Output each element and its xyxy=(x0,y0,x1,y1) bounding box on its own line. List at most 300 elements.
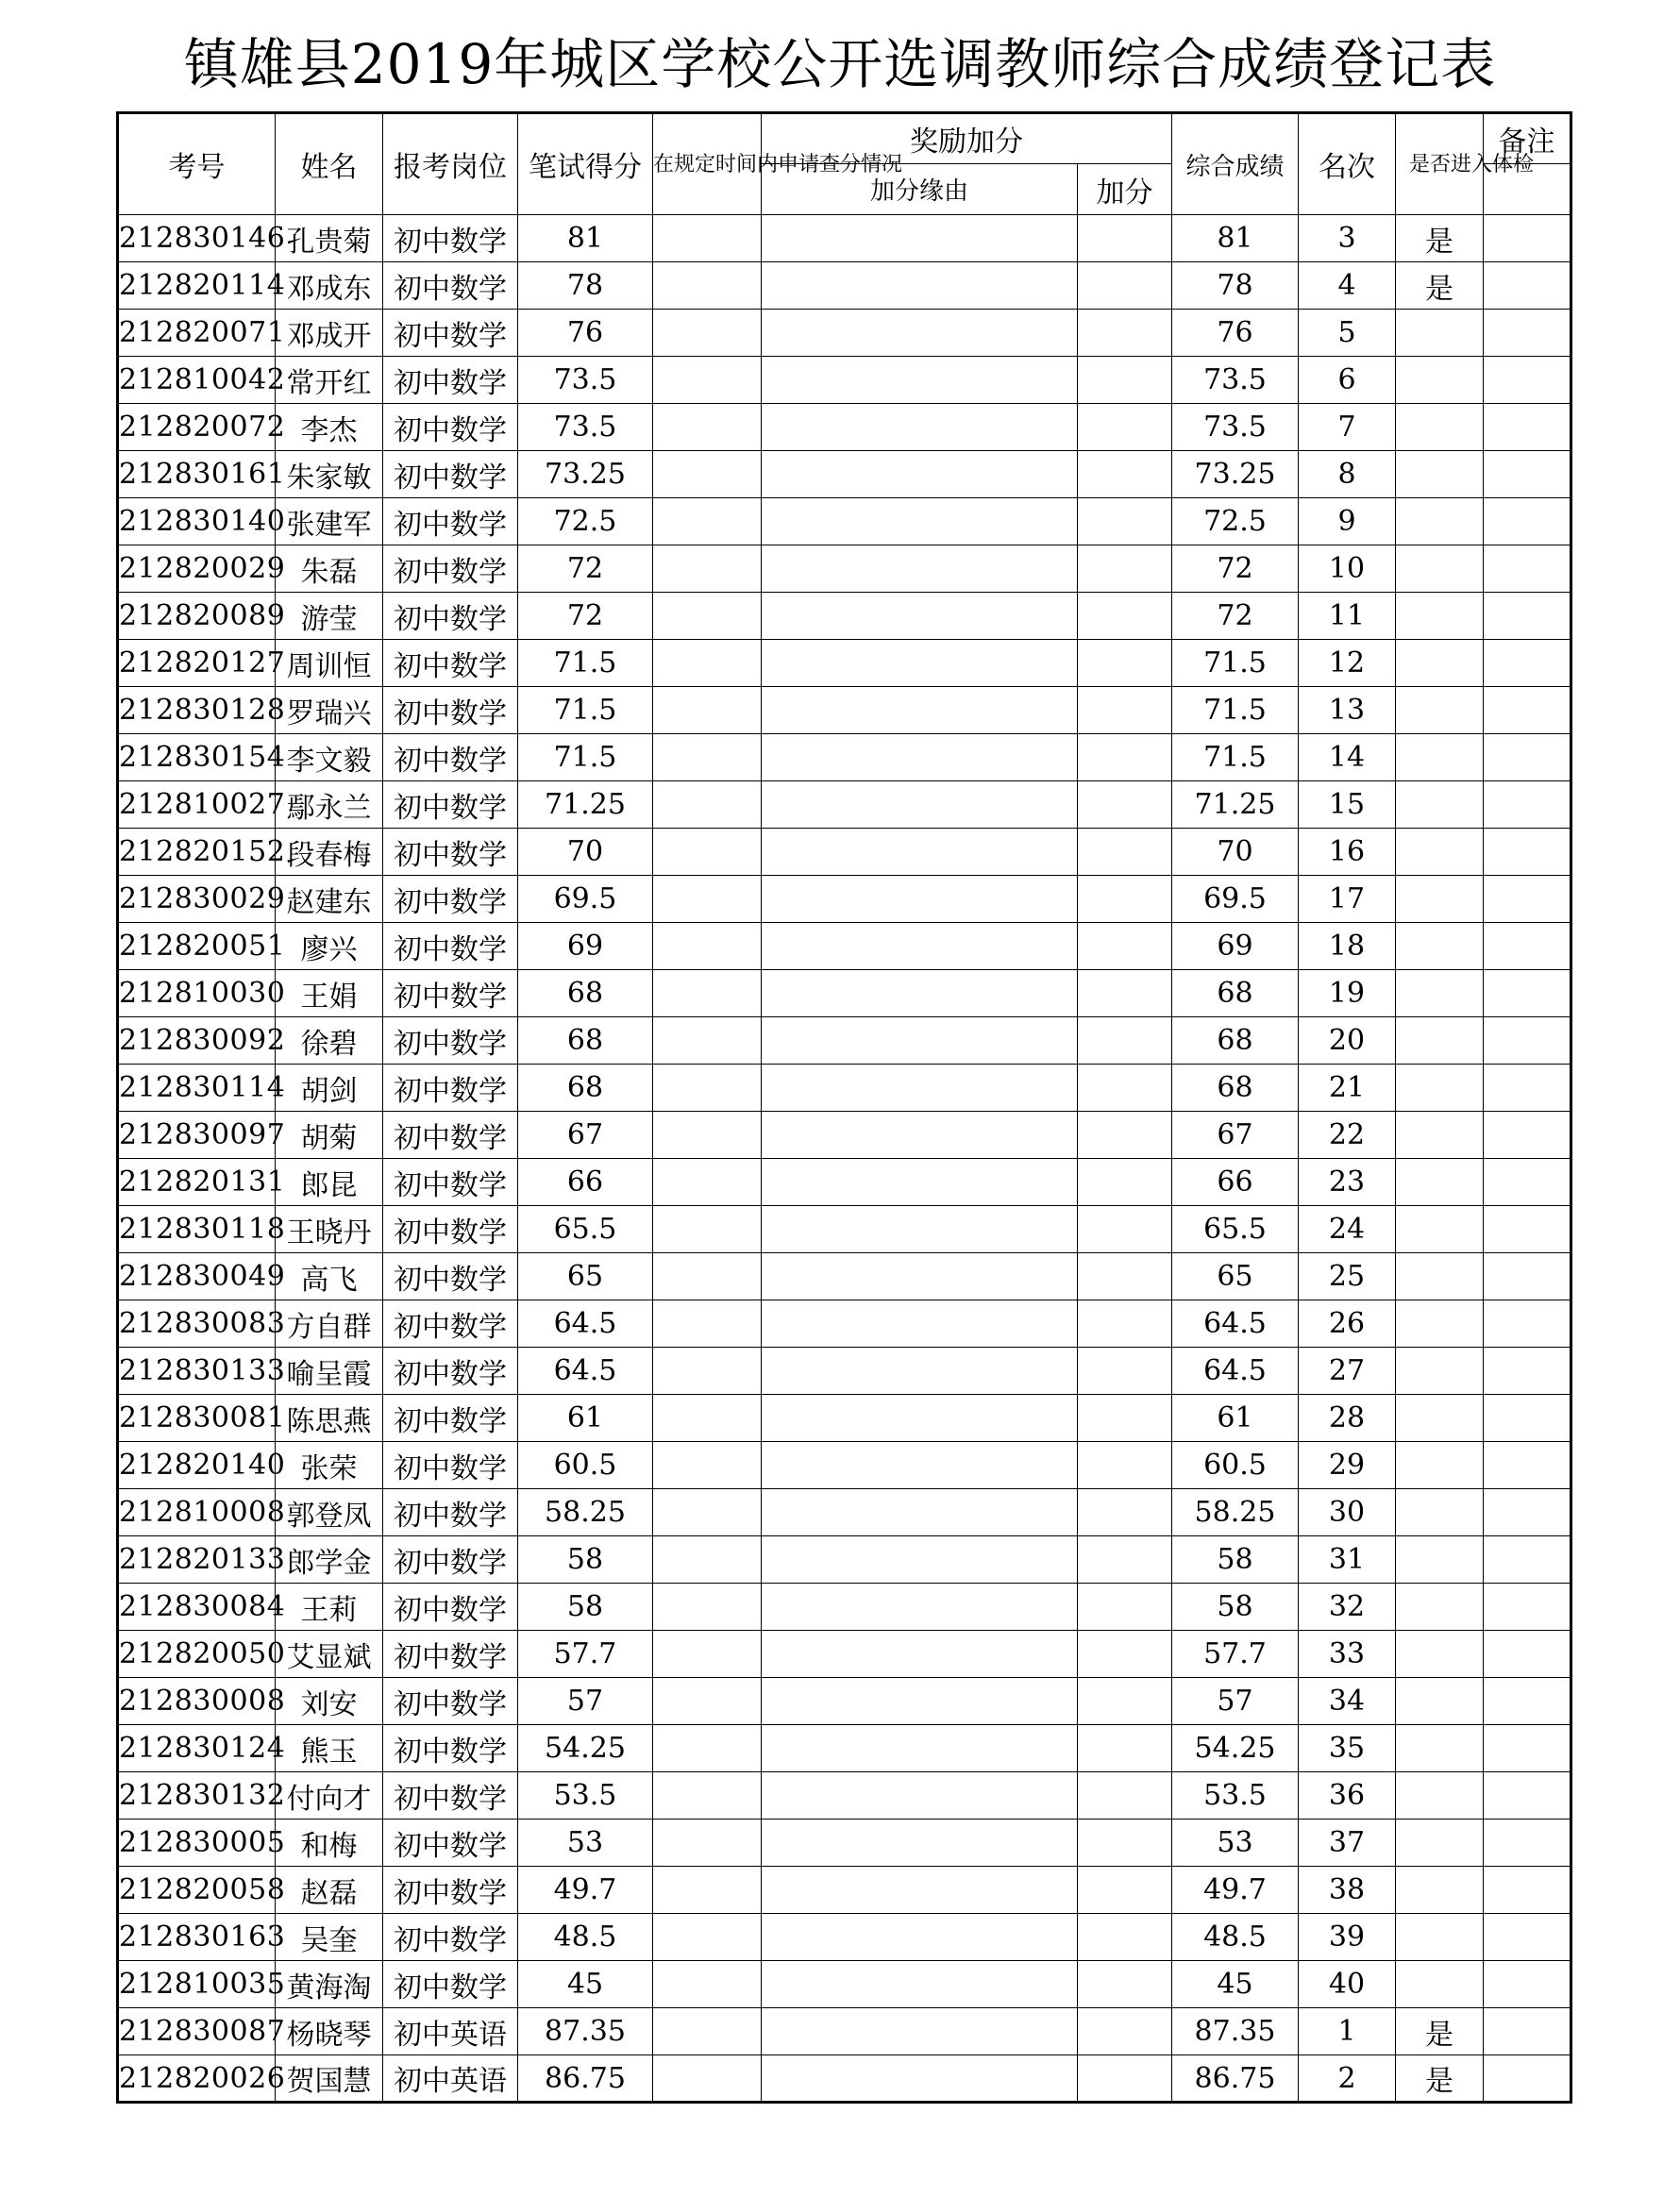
bonus-points-cell xyxy=(1078,357,1172,404)
remark-cell xyxy=(1484,1961,1571,2008)
position-cell: 初中数学 xyxy=(383,498,518,545)
bonus-points-cell xyxy=(1078,498,1172,545)
remark-cell xyxy=(1484,1112,1571,1159)
total-score-cell: 72 xyxy=(1172,593,1299,640)
bonus-points-cell xyxy=(1078,310,1172,357)
position-cell: 初中数学 xyxy=(383,215,518,262)
physical-exam-cell xyxy=(1396,687,1484,734)
table-row xyxy=(118,545,1571,593)
table-row xyxy=(118,1867,1571,1914)
exam-no-cell: 212830124 xyxy=(118,1725,276,1772)
physical-exam-cell xyxy=(1396,498,1484,545)
remark-cell xyxy=(1484,1348,1571,1395)
remark-cell xyxy=(1484,1584,1571,1631)
name-cell: 胡剑 xyxy=(276,1065,383,1112)
position-cell: 初中数学 xyxy=(383,876,518,923)
bonus-reason-cell xyxy=(762,687,1078,734)
rank-cell: 36 xyxy=(1299,1772,1396,1820)
rank-cell: 29 xyxy=(1299,1442,1396,1489)
table-row xyxy=(118,1348,1571,1395)
review-cell xyxy=(653,498,762,545)
table-row xyxy=(118,1442,1571,1489)
table-row xyxy=(118,593,1571,640)
rank-cell: 33 xyxy=(1299,1631,1396,1678)
physical-exam-cell xyxy=(1396,1300,1484,1348)
name-cell: 李文毅 xyxy=(276,734,383,781)
position-cell: 初中数学 xyxy=(383,781,518,829)
name-cell: 罗瑞兴 xyxy=(276,687,383,734)
physical-exam-cell xyxy=(1396,1867,1484,1914)
exam-no-cell: 212810008 xyxy=(118,1489,276,1536)
table-row xyxy=(118,1914,1571,1961)
header-bonus-reason: 加分缘由 xyxy=(762,164,1078,215)
bonus-reason-cell xyxy=(762,1772,1078,1820)
bonus-reason-cell xyxy=(762,970,1078,1017)
remark-cell xyxy=(1484,1631,1571,1678)
table-row xyxy=(118,404,1571,451)
remark-cell xyxy=(1484,1820,1571,1867)
position-cell: 初中数学 xyxy=(383,1206,518,1253)
name-cell: 吴奎 xyxy=(276,1914,383,1961)
total-score-cell: 49.7 xyxy=(1172,1867,1299,1914)
rank-cell: 2 xyxy=(1299,2055,1396,2103)
header-rank: 名次 xyxy=(1299,113,1396,215)
bonus-reason-cell xyxy=(762,1584,1078,1631)
review-cell xyxy=(653,593,762,640)
score-table xyxy=(116,111,1572,2104)
written-score-cell: 76 xyxy=(518,310,653,357)
review-cell xyxy=(653,923,762,970)
remark-cell xyxy=(1484,357,1571,404)
header-exam-no: 考号 xyxy=(118,113,276,215)
table-row xyxy=(118,1159,1571,1206)
rank-cell: 13 xyxy=(1299,687,1396,734)
physical-exam-cell xyxy=(1396,1536,1484,1584)
physical-exam-cell xyxy=(1396,1914,1484,1961)
position-cell: 初中数学 xyxy=(383,262,518,310)
total-score-cell: 57 xyxy=(1172,1678,1299,1725)
written-score-cell: 71.5 xyxy=(518,687,653,734)
name-cell: 王晓丹 xyxy=(276,1206,383,1253)
rank-cell: 26 xyxy=(1299,1300,1396,1348)
written-score-cell: 58 xyxy=(518,1536,653,1584)
bonus-points-cell xyxy=(1078,1678,1172,1725)
exam-no-cell: 212820127 xyxy=(118,640,276,687)
rank-cell: 12 xyxy=(1299,640,1396,687)
review-cell xyxy=(653,545,762,593)
bonus-points-cell xyxy=(1078,1631,1172,1678)
review-cell xyxy=(653,1300,762,1348)
total-score-cell: 68 xyxy=(1172,970,1299,1017)
physical-exam-cell xyxy=(1396,1348,1484,1395)
name-cell: 邓成开 xyxy=(276,310,383,357)
physical-exam-cell xyxy=(1396,1961,1484,2008)
bonus-reason-cell xyxy=(762,545,1078,593)
rank-cell: 27 xyxy=(1299,1348,1396,1395)
bonus-points-cell xyxy=(1078,781,1172,829)
exam-no-cell: 212830097 xyxy=(118,1112,276,1159)
name-cell: 胡菊 xyxy=(276,1112,383,1159)
bonus-reason-cell xyxy=(762,262,1078,310)
exam-no-cell: 212830081 xyxy=(118,1395,276,1442)
written-score-cell: 73.5 xyxy=(518,404,653,451)
position-cell: 初中数学 xyxy=(383,829,518,876)
bonus-points-cell xyxy=(1078,640,1172,687)
table-row xyxy=(118,498,1571,545)
position-cell: 初中数学 xyxy=(383,1442,518,1489)
physical-exam-cell xyxy=(1396,829,1484,876)
table-row xyxy=(118,1206,1571,1253)
position-cell: 初中数学 xyxy=(383,1772,518,1820)
bonus-reason-cell xyxy=(762,1489,1078,1536)
physical-exam-cell xyxy=(1396,1206,1484,1253)
remark-cell xyxy=(1484,734,1571,781)
written-score-cell: 69.5 xyxy=(518,876,653,923)
position-cell: 初中数学 xyxy=(383,1065,518,1112)
position-cell: 初中数学 xyxy=(383,687,518,734)
written-score-cell: 65.5 xyxy=(518,1206,653,1253)
review-cell xyxy=(653,451,762,498)
position-cell: 初中数学 xyxy=(383,404,518,451)
bonus-reason-cell xyxy=(762,1725,1078,1772)
written-score-cell: 69 xyxy=(518,923,653,970)
physical-exam-cell xyxy=(1396,1395,1484,1442)
total-score-cell: 54.25 xyxy=(1172,1725,1299,1772)
position-cell: 初中数学 xyxy=(383,310,518,357)
physical-exam-cell xyxy=(1396,1159,1484,1206)
rank-cell: 6 xyxy=(1299,357,1396,404)
rank-cell: 8 xyxy=(1299,451,1396,498)
bonus-points-cell xyxy=(1078,1820,1172,1867)
written-score-cell: 53.5 xyxy=(518,1772,653,1820)
name-cell: 和梅 xyxy=(276,1820,383,1867)
physical-exam-cell: 是 xyxy=(1396,2055,1484,2103)
physical-exam-cell xyxy=(1396,876,1484,923)
name-cell: 朱磊 xyxy=(276,545,383,593)
rank-cell: 4 xyxy=(1299,262,1396,310)
exam-no-cell: 212820029 xyxy=(118,545,276,593)
rank-cell: 17 xyxy=(1299,876,1396,923)
bonus-points-cell xyxy=(1078,1772,1172,1820)
exam-no-cell: 212830092 xyxy=(118,1017,276,1065)
exam-no-cell: 212830049 xyxy=(118,1253,276,1300)
physical-exam-cell xyxy=(1396,1442,1484,1489)
review-cell xyxy=(653,1159,762,1206)
written-score-cell: 57 xyxy=(518,1678,653,1725)
remark-cell xyxy=(1484,404,1571,451)
review-cell xyxy=(653,1112,762,1159)
physical-exam-cell xyxy=(1396,593,1484,640)
name-cell: 鄢永兰 xyxy=(276,781,383,829)
table-row xyxy=(118,923,1571,970)
remark-cell xyxy=(1484,1867,1571,1914)
bonus-reason-cell xyxy=(762,1348,1078,1395)
header-remark: 备注 xyxy=(1484,113,1571,164)
rank-cell: 16 xyxy=(1299,829,1396,876)
bonus-points-cell xyxy=(1078,2008,1172,2055)
name-cell: 赵磊 xyxy=(276,1867,383,1914)
bonus-reason-cell xyxy=(762,1631,1078,1678)
physical-exam-cell xyxy=(1396,1725,1484,1772)
written-score-cell: 68 xyxy=(518,1017,653,1065)
name-cell: 艾显斌 xyxy=(276,1631,383,1678)
bonus-points-cell xyxy=(1078,1489,1172,1536)
total-score-cell: 61 xyxy=(1172,1395,1299,1442)
remark-cell xyxy=(1484,2055,1571,2103)
total-score-cell: 71.5 xyxy=(1172,734,1299,781)
rank-cell: 19 xyxy=(1299,970,1396,1017)
total-score-cell: 68 xyxy=(1172,1017,1299,1065)
bonus-points-cell xyxy=(1078,923,1172,970)
physical-exam-cell xyxy=(1396,923,1484,970)
table-row xyxy=(118,310,1571,357)
table-row xyxy=(118,451,1571,498)
remark-cell xyxy=(1484,1065,1571,1112)
bonus-reason-cell xyxy=(762,1300,1078,1348)
bonus-reason-cell xyxy=(762,1253,1078,1300)
position-cell: 初中数学 xyxy=(383,1112,518,1159)
bonus-points-cell xyxy=(1078,545,1172,593)
rank-cell: 28 xyxy=(1299,1395,1396,1442)
exam-no-cell: 212830132 xyxy=(118,1772,276,1820)
review-cell xyxy=(653,1348,762,1395)
position-cell: 初中数学 xyxy=(383,1395,518,1442)
name-cell: 王莉 xyxy=(276,1584,383,1631)
bonus-points-cell xyxy=(1078,262,1172,310)
position-cell: 初中数学 xyxy=(383,1348,518,1395)
table-row xyxy=(118,1536,1571,1584)
total-score-cell: 72 xyxy=(1172,545,1299,593)
rank-cell: 34 xyxy=(1299,1678,1396,1725)
exam-no-cell: 212830084 xyxy=(118,1584,276,1631)
bonus-reason-cell xyxy=(762,404,1078,451)
remark-cell xyxy=(1484,451,1571,498)
name-cell: 朱家敏 xyxy=(276,451,383,498)
table-row xyxy=(118,1017,1571,1065)
total-score-cell: 69.5 xyxy=(1172,876,1299,923)
name-cell: 黄海淘 xyxy=(276,1961,383,2008)
review-cell xyxy=(653,1065,762,1112)
rank-cell: 10 xyxy=(1299,545,1396,593)
exam-no-cell: 212830146 xyxy=(118,215,276,262)
physical-exam-cell: 是 xyxy=(1396,2008,1484,2055)
bonus-points-cell xyxy=(1078,404,1172,451)
review-cell xyxy=(653,829,762,876)
written-score-cell: 70 xyxy=(518,829,653,876)
bonus-points-cell xyxy=(1078,876,1172,923)
physical-exam-cell xyxy=(1396,1017,1484,1065)
rank-cell: 5 xyxy=(1299,310,1396,357)
name-cell: 徐碧 xyxy=(276,1017,383,1065)
review-cell xyxy=(653,1489,762,1536)
position-cell: 初中数学 xyxy=(383,357,518,404)
review-cell xyxy=(653,1536,762,1584)
table-row xyxy=(118,687,1571,734)
physical-exam-cell xyxy=(1396,970,1484,1017)
total-score-cell: 67 xyxy=(1172,1112,1299,1159)
name-cell: 常开红 xyxy=(276,357,383,404)
exam-no-cell: 212820152 xyxy=(118,829,276,876)
bonus-reason-cell xyxy=(762,1914,1078,1961)
bonus-reason-cell xyxy=(762,1112,1078,1159)
total-score-cell: 71.5 xyxy=(1172,687,1299,734)
total-score-cell: 64.5 xyxy=(1172,1348,1299,1395)
rank-cell: 38 xyxy=(1299,1867,1396,1914)
remark-cell xyxy=(1484,1678,1571,1725)
written-score-cell: 86.75 xyxy=(518,2055,653,2103)
exam-no-cell: 212810027 xyxy=(118,781,276,829)
exam-no-cell: 212830161 xyxy=(118,451,276,498)
written-score-cell: 57.7 xyxy=(518,1631,653,1678)
exam-no-cell: 212820050 xyxy=(118,1631,276,1678)
review-cell xyxy=(653,1442,762,1489)
bonus-reason-cell xyxy=(762,1678,1078,1725)
written-score-cell: 87.35 xyxy=(518,2008,653,2055)
total-score-cell: 58 xyxy=(1172,1584,1299,1631)
written-score-cell: 71.5 xyxy=(518,640,653,687)
name-cell: 熊玉 xyxy=(276,1725,383,1772)
remark-cell xyxy=(1484,829,1571,876)
bonus-points-cell xyxy=(1078,1914,1172,1961)
rank-cell: 32 xyxy=(1299,1584,1396,1631)
physical-exam-cell xyxy=(1396,1253,1484,1300)
total-score-cell: 81 xyxy=(1172,215,1299,262)
bonus-reason-cell xyxy=(762,593,1078,640)
total-score-cell: 78 xyxy=(1172,262,1299,310)
name-cell: 喻呈霞 xyxy=(276,1348,383,1395)
name-cell: 游莹 xyxy=(276,593,383,640)
exam-no-cell: 212820058 xyxy=(118,1867,276,1914)
exam-no-cell: 212830087 xyxy=(118,2008,276,2055)
table-row xyxy=(118,1489,1571,1536)
bonus-reason-cell xyxy=(762,1961,1078,2008)
review-cell xyxy=(653,970,762,1017)
exam-no-cell: 212820114 xyxy=(118,262,276,310)
bonus-reason-cell xyxy=(762,1206,1078,1253)
review-cell xyxy=(653,1631,762,1678)
rank-cell: 24 xyxy=(1299,1206,1396,1253)
bonus-points-cell xyxy=(1078,687,1172,734)
physical-exam-cell: 是 xyxy=(1396,262,1484,310)
physical-exam-cell xyxy=(1396,1489,1484,1536)
bonus-reason-cell xyxy=(762,829,1078,876)
name-cell: 张建军 xyxy=(276,498,383,545)
review-cell xyxy=(653,1206,762,1253)
bonus-reason-cell xyxy=(762,215,1078,262)
rank-cell: 21 xyxy=(1299,1065,1396,1112)
written-score-cell: 68 xyxy=(518,1065,653,1112)
written-score-cell: 45 xyxy=(518,1961,653,2008)
bonus-reason-cell xyxy=(762,498,1078,545)
total-score-cell: 65.5 xyxy=(1172,1206,1299,1253)
written-score-cell: 71.25 xyxy=(518,781,653,829)
rank-cell: 7 xyxy=(1299,404,1396,451)
review-cell xyxy=(653,1820,762,1867)
header-written-score: 笔试得分 xyxy=(518,113,653,215)
bonus-points-cell xyxy=(1078,215,1172,262)
table-row xyxy=(118,1772,1571,1820)
physical-exam-cell xyxy=(1396,1584,1484,1631)
exam-no-cell: 212820131 xyxy=(118,1159,276,1206)
bonus-points-cell xyxy=(1078,1961,1172,2008)
physical-exam-cell xyxy=(1396,1678,1484,1725)
header-bonus-points: 加分 xyxy=(1078,164,1172,215)
position-cell: 初中数学 xyxy=(383,1017,518,1065)
bonus-points-cell xyxy=(1078,1253,1172,1300)
total-score-cell: 73.5 xyxy=(1172,357,1299,404)
name-cell: 赵建东 xyxy=(276,876,383,923)
remark-cell xyxy=(1484,923,1571,970)
physical-exam-cell xyxy=(1396,781,1484,829)
table-row xyxy=(118,357,1571,404)
exam-no-cell: 212830114 xyxy=(118,1065,276,1112)
exam-no-cell: 212830118 xyxy=(118,1206,276,1253)
review-cell xyxy=(653,876,762,923)
review-cell xyxy=(653,1395,762,1442)
table-row xyxy=(118,1065,1571,1112)
written-score-cell: 81 xyxy=(518,215,653,262)
position-cell: 初中数学 xyxy=(383,1914,518,1961)
bonus-points-cell xyxy=(1078,1395,1172,1442)
remark-cell xyxy=(1484,262,1571,310)
name-cell: 付向才 xyxy=(276,1772,383,1820)
name-cell: 贺国慧 xyxy=(276,2055,383,2103)
bonus-reason-cell xyxy=(762,734,1078,781)
written-score-cell: 66 xyxy=(518,1159,653,1206)
physical-exam-cell xyxy=(1396,1631,1484,1678)
rank-cell: 11 xyxy=(1299,593,1396,640)
table-body xyxy=(118,215,1571,2103)
bonus-points-cell xyxy=(1078,1584,1172,1631)
written-score-cell: 78 xyxy=(518,262,653,310)
name-cell: 刘安 xyxy=(276,1678,383,1725)
total-score-cell: 87.35 xyxy=(1172,2008,1299,2055)
table-row xyxy=(118,1820,1571,1867)
table-row xyxy=(118,215,1571,262)
written-score-cell: 73.25 xyxy=(518,451,653,498)
total-score-cell: 71.25 xyxy=(1172,781,1299,829)
remark-cell xyxy=(1484,310,1571,357)
name-cell: 段春梅 xyxy=(276,829,383,876)
bonus-points-cell xyxy=(1078,1065,1172,1112)
header-physical-exam: 是否进入体检 xyxy=(1396,113,1484,215)
written-score-cell: 67 xyxy=(518,1112,653,1159)
remark-cell xyxy=(1484,215,1571,262)
bonus-points-cell xyxy=(1078,1017,1172,1065)
position-cell: 初中数学 xyxy=(383,1678,518,1725)
remark-cell xyxy=(1484,1914,1571,1961)
written-score-cell: 54.25 xyxy=(518,1725,653,1772)
written-score-cell: 53 xyxy=(518,1820,653,1867)
rank-cell: 40 xyxy=(1299,1961,1396,2008)
written-score-cell: 64.5 xyxy=(518,1348,653,1395)
bonus-points-cell xyxy=(1078,1300,1172,1348)
review-cell xyxy=(653,2055,762,2103)
physical-exam-cell xyxy=(1396,640,1484,687)
remark-cell xyxy=(1484,498,1571,545)
total-score-cell: 53.5 xyxy=(1172,1772,1299,1820)
exam-no-cell: 212820133 xyxy=(118,1536,276,1584)
total-score-cell: 69 xyxy=(1172,923,1299,970)
physical-exam-cell xyxy=(1396,1820,1484,1867)
total-score-cell: 73.25 xyxy=(1172,451,1299,498)
bonus-reason-cell xyxy=(762,876,1078,923)
table-row xyxy=(118,2055,1571,2103)
position-cell: 初中数学 xyxy=(383,1820,518,1867)
table-row xyxy=(118,876,1571,923)
bonus-points-cell xyxy=(1078,451,1172,498)
position-cell: 初中英语 xyxy=(383,2055,518,2103)
